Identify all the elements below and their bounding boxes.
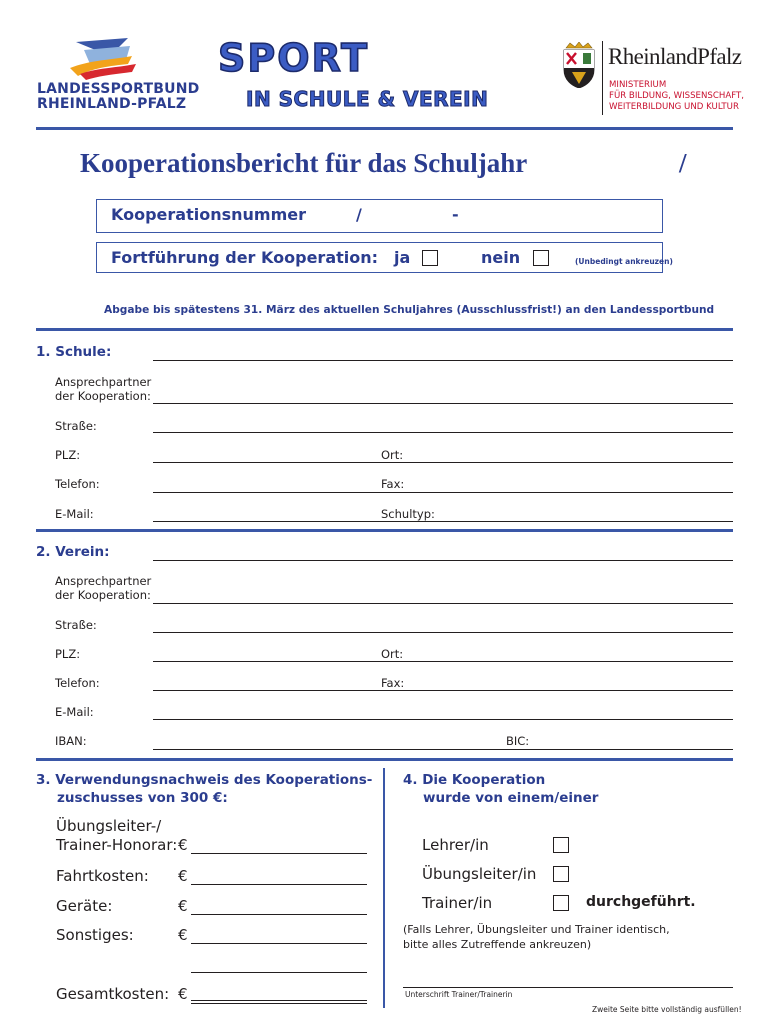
ministry-line2: FÜR BILDUNG, WISSENSCHAFT,	[609, 91, 744, 101]
total-currency: €	[178, 985, 188, 1003]
cooperation-heading-line2: wurde von einem/einer	[423, 790, 599, 806]
school-zip-label: PLZ:	[55, 448, 81, 462]
school-contact-label	[55, 375, 151, 403]
ministry-line1: MINISTERIUM	[609, 80, 667, 90]
rlp-wordmark: RheinlandPfalz	[608, 44, 742, 69]
club-zip-city-line[interactable]	[153, 661, 733, 662]
cooperation-note	[403, 922, 670, 952]
school-type-label: Schultyp:	[381, 507, 435, 521]
continuation-yes-checkbox[interactable]	[422, 250, 438, 266]
footer-note: Zweite Seite bitte vollständig ausfüllen!	[592, 1005, 742, 1014]
club-iban-label: IBAN:	[55, 734, 87, 748]
school-email-label: E-Mail:	[55, 507, 94, 521]
school-city-label: Ort:	[381, 448, 404, 462]
equipment-amount-line[interactable]	[191, 914, 367, 915]
club-zip-label: PLZ:	[55, 647, 81, 661]
continuation-no-checkbox[interactable]	[533, 250, 549, 266]
page-title: Kooperationsbericht für das Schuljahr	[80, 148, 528, 178]
club-contact-label-line2: der Kooperation:	[55, 588, 151, 602]
club-heading: 2. Verein:	[36, 544, 110, 560]
school-email-type-line[interactable]	[153, 521, 733, 522]
fee-currency: €	[178, 836, 188, 854]
continuation-label: Fortführung der Kooperation:	[111, 248, 379, 267]
trainer-checkbox[interactable]	[553, 895, 569, 911]
landessportbund-logo-icon	[70, 38, 138, 80]
header-divider	[602, 41, 603, 115]
club-contact-label	[55, 574, 151, 602]
total-amount-line[interactable]	[191, 1000, 367, 1001]
continuation-no-label: nein	[481, 248, 521, 267]
travel-currency: €	[178, 867, 188, 885]
school-zip-city-line[interactable]	[153, 462, 733, 463]
school-phone-fax-line[interactable]	[153, 492, 733, 493]
lsb-name-line1: LANDESSPORTBUND	[37, 81, 200, 97]
cooperation-note-line1: (Falls Lehrer, Übungsleiter und Trainer identisch,	[403, 923, 670, 936]
continuation-box	[96, 242, 673, 273]
teacher-checkbox[interactable]	[553, 837, 569, 853]
cooperation-note-line2: bitte alles Zutreffende ankreuzen)	[403, 938, 592, 951]
sport-subtitle: IN SCHULE & VEREIN	[246, 87, 489, 111]
school-fax-label: Fax:	[381, 477, 405, 491]
section-rule-2	[36, 529, 733, 532]
deadline-notice: Abgabe bis spätestens 31. März des aktuellen Schuljahres (Ausschlussfrist!) an den Landessportbund	[104, 304, 715, 316]
signature-line[interactable]	[403, 987, 733, 988]
total-label: Gesamtkosten:	[56, 985, 170, 1003]
lsb-name-line2: RHEINLAND-PFALZ	[37, 96, 187, 112]
fee-amount-line[interactable]	[191, 853, 367, 854]
club-email-line[interactable]	[153, 719, 733, 720]
continuation-yes-label: ja	[394, 248, 411, 267]
travel-amount-line[interactable]	[191, 884, 367, 885]
school-name-line[interactable]	[153, 360, 733, 361]
other-label: Sonstiges:	[56, 926, 134, 944]
club-bic-label: BIC:	[506, 734, 530, 748]
club-name-line[interactable]	[153, 560, 733, 561]
school-contact-label-line1: Ansprechpartner	[55, 375, 152, 389]
club-street-label: Straße:	[55, 618, 97, 632]
fee-label-line2: Trainer-Honorar:	[56, 836, 178, 854]
total-double-underline	[191, 1003, 367, 1004]
equipment-currency: €	[178, 897, 188, 915]
trainer-label: Trainer/in	[422, 894, 493, 912]
sum-line	[191, 972, 367, 973]
club-iban-bic-line[interactable]	[153, 749, 733, 750]
fee-label	[56, 817, 177, 855]
club-contact-line[interactable]	[153, 603, 733, 604]
ministry-line3: WEITERBILDUNG UND KULTUR	[609, 102, 739, 112]
instructor-label: Übungsleiter/in	[422, 865, 537, 883]
sport-wordmark: SPORT	[218, 36, 369, 80]
teacher-label: Lehrer/in	[422, 836, 489, 854]
club-email-label: E-Mail:	[55, 705, 94, 719]
usage-heading	[36, 771, 372, 807]
header-rule	[36, 127, 733, 130]
school-street-label: Straße:	[55, 419, 97, 433]
coat-of-arms-icon	[562, 42, 596, 88]
school-heading: 1. Schule:	[36, 344, 112, 360]
cooperation-heading	[403, 771, 598, 807]
club-street-line[interactable]	[153, 632, 733, 633]
ministry-name	[609, 80, 744, 113]
continuation-note: (Unbedingt ankreuzen)	[575, 257, 673, 266]
equipment-label: Geräte:	[56, 897, 113, 915]
section-rule-3	[36, 758, 733, 761]
section-rule-1	[36, 328, 733, 331]
school-phone-label: Telefon:	[55, 477, 100, 491]
other-amount-line[interactable]	[191, 943, 367, 944]
school-contact-line[interactable]	[153, 403, 733, 404]
usage-heading-line1: 3. Verwendungsnachweis des Kooperations-	[36, 772, 373, 788]
club-fax-label: Fax:	[381, 676, 405, 690]
club-phone-fax-line[interactable]	[153, 690, 733, 691]
cooperation-number-box[interactable]	[96, 199, 663, 233]
cooperation-number-dash: -	[452, 205, 459, 224]
cooperation-number-label: Kooperationsnummer	[111, 205, 306, 224]
performed-label: durchgeführt.	[586, 894, 696, 910]
other-currency: €	[178, 926, 188, 944]
column-divider	[383, 768, 385, 1008]
instructor-checkbox[interactable]	[553, 866, 569, 882]
school-contact-label-line2: der Kooperation:	[55, 389, 151, 403]
club-city-label: Ort:	[381, 647, 404, 661]
club-contact-label-line1: Ansprechpartner	[55, 574, 152, 588]
signature-label: Unterschrift Trainer/Trainerin	[405, 990, 513, 999]
cooperation-number-slash: /	[356, 205, 362, 224]
club-phone-label: Telefon:	[55, 676, 100, 690]
school-street-line[interactable]	[153, 432, 733, 433]
usage-heading-line2: zuschusses von 300 €:	[57, 790, 228, 806]
fee-label-line1: Übungsleiter-/	[56, 817, 162, 835]
travel-label: Fahrtkosten:	[56, 867, 149, 885]
page-title-slash: /	[679, 148, 687, 178]
cooperation-heading-line1: 4. Die Kooperation	[403, 772, 546, 788]
